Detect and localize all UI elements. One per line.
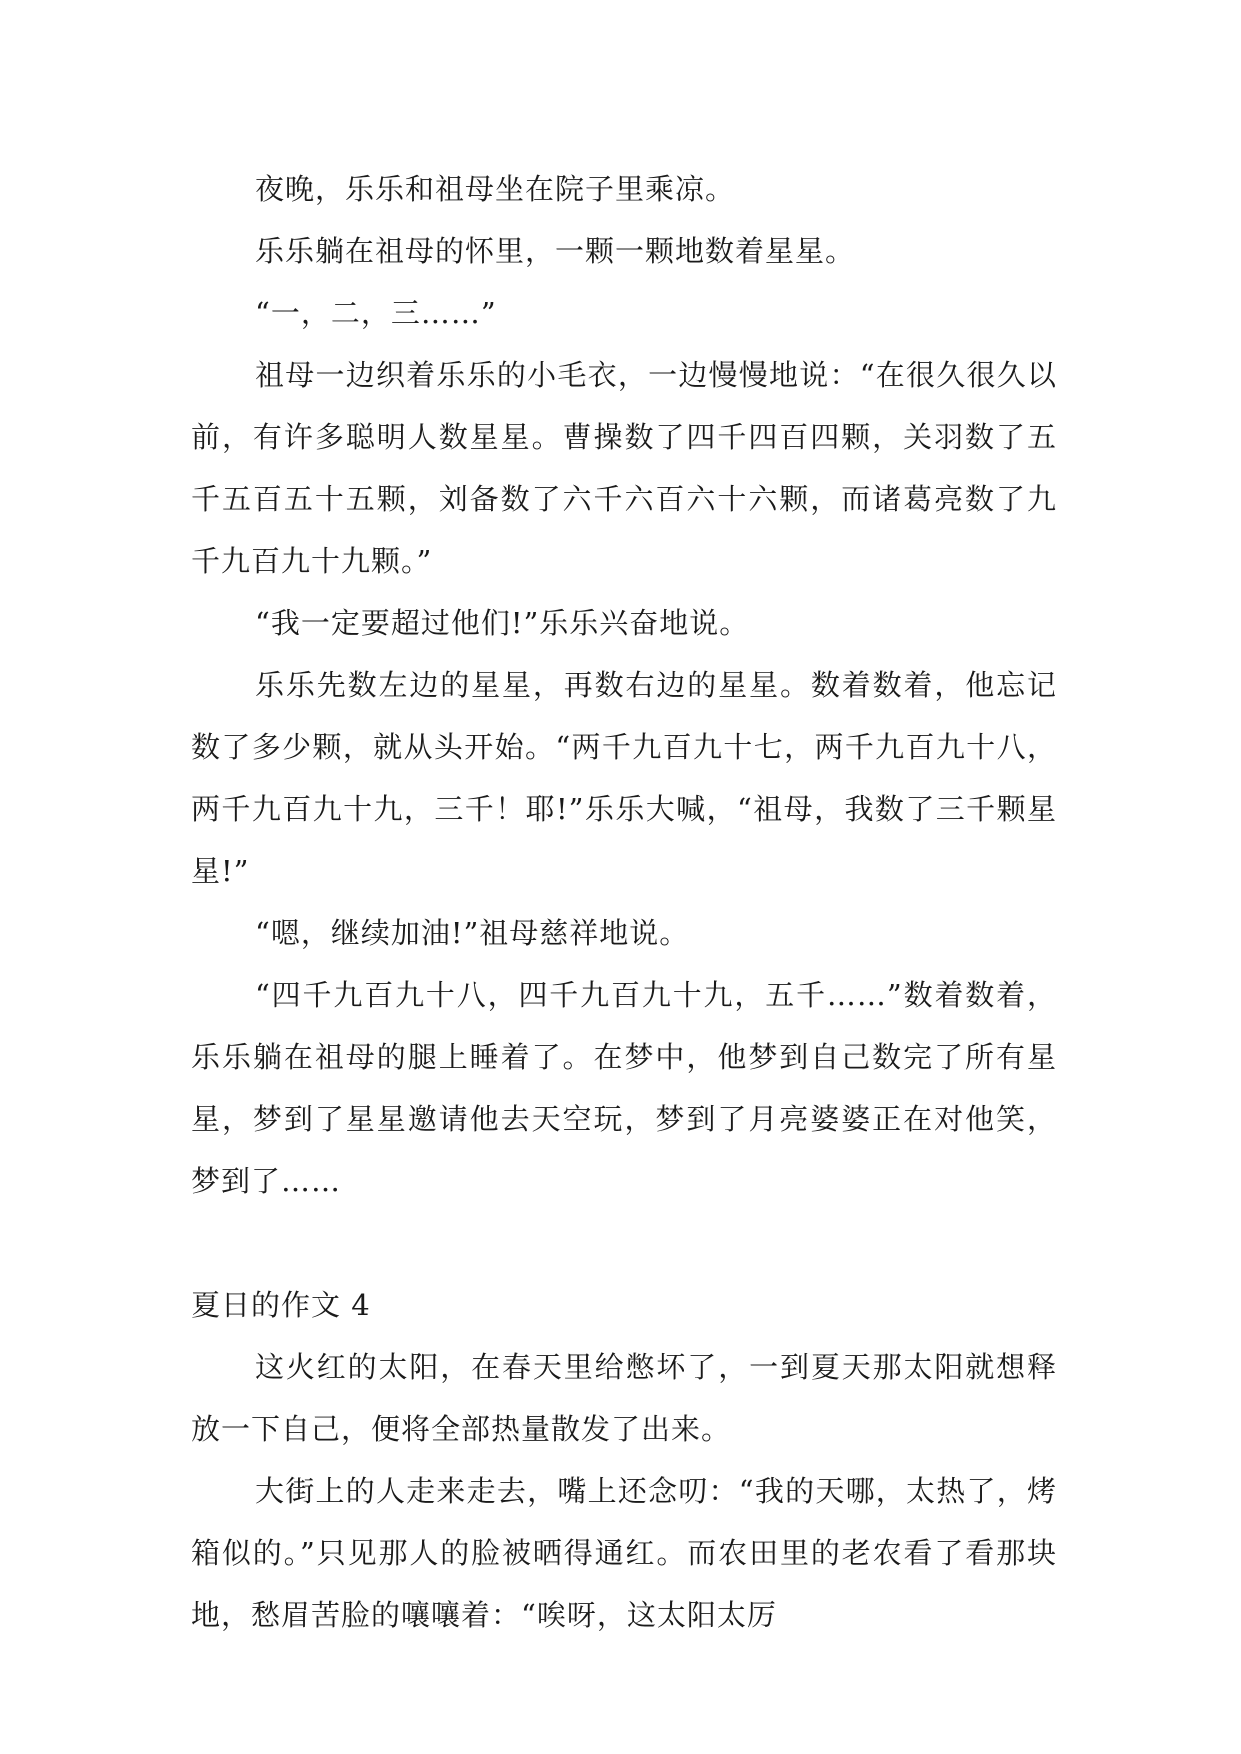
essay-paragraph: 大街上的人走来走去，嘴上还念叨：“我的天哪，太热了，烤箱似的。”只见那人的脸被晒得通红。而农田里的老农看了看那块地，愁眉苦脸的嚷嚷着：“唉呀，这太阳太厉 <box>191 1474 1057 1632</box>
story-paragraph: “一，二，三……” <box>255 296 497 330</box>
story-paragraph: “我一定要超过他们!”乐乐兴奋地说。 <box>255 606 750 640</box>
story-paragraph: 乐乐躺在祖母的怀里，一颗一颗地数着星星。 <box>255 234 856 268</box>
document-page <box>191 158 1057 1646</box>
essay-paragraph: 这火红的太阳，在春天里给憋坏了，一到夏天那太阳就想释放一下自己，便将全部热量散发了出来。 <box>191 1350 1057 1446</box>
story-paragraph: 乐乐先数左边的星星，再数右边的星星。数着数着，他忘记数了多少颗，就从头开始。“两千九百九十七，两千九百九十八，两千九百九十九，三千！耶!”乐乐大喊，“祖母，我数了三千颗星星!” <box>191 668 1057 888</box>
story-paragraph: “嗯，继续加油!”祖母慈祥地说。 <box>255 916 690 950</box>
story-paragraph: “四千九百九十八，四千九百九十九，五千……”数着数着，乐乐躺在祖母的腿上睡着了。在梦中，他梦到自己数完了所有星星，梦到了星星邀请他去天空玩，梦到了月亮婆婆正在对他笑，梦到了…… <box>191 978 1057 1198</box>
essay-title: 夏日的作文 4 <box>191 1288 371 1322</box>
story-paragraph: 夜晚，乐乐和祖母坐在院子里乘凉。 <box>255 172 736 206</box>
story-paragraph: 祖母一边织着乐乐的小毛衣，一边慢慢地说：“在很久很久以前，有许多聪明人数星星。曹操数了四千四百四颗，关羽数了五千五百五十五颗，刘备数了六千六百六十六颗，而诸葛亮数了九千九百九十九颗。” <box>191 358 1057 578</box>
